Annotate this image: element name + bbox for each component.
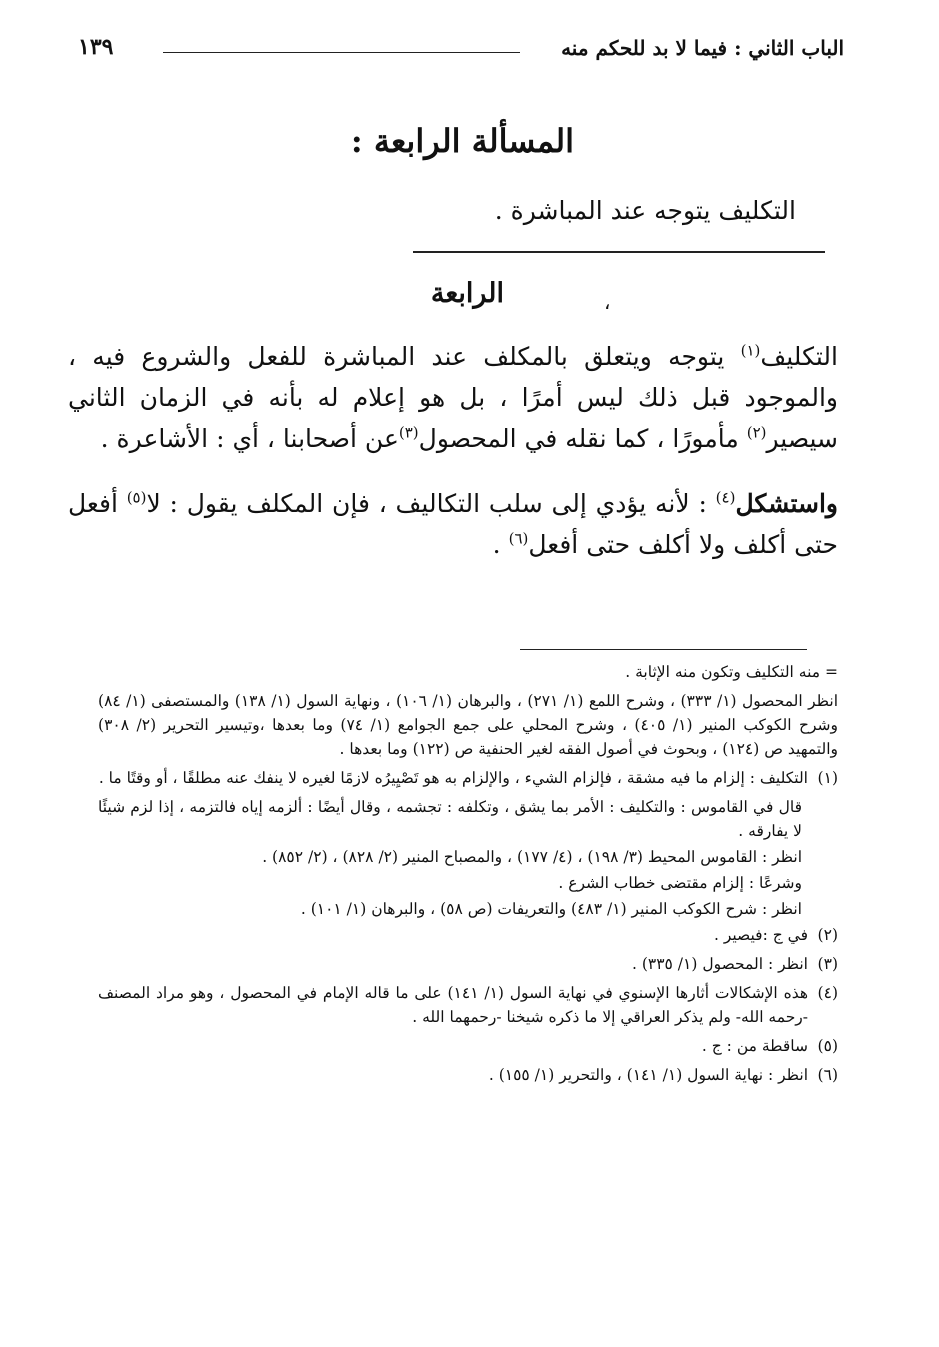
footnote-text: انظر : نهاية السول (١/ ١٤١) ، والتحرير (١/ ١٥٥) . bbox=[488, 1066, 808, 1084]
footnote-ref-3: (٣) bbox=[398, 423, 419, 442]
footnote-text: ساقطة من : ج . bbox=[701, 1037, 808, 1055]
footnote-2 bbox=[98, 923, 838, 947]
footnote-1 bbox=[98, 766, 838, 790]
footnote-number: (١) bbox=[817, 769, 838, 787]
footnote-ref-4: (٤) bbox=[715, 488, 736, 507]
section-mark: ، bbox=[604, 290, 611, 314]
footnote-number: (٤) bbox=[817, 984, 838, 1002]
footnote-5 bbox=[98, 1034, 838, 1058]
footnote-ref-6: (٦) bbox=[508, 529, 529, 548]
main-text bbox=[68, 336, 838, 565]
footnote-1-detail: وشرعًا : إلزام مقتضى خطاب الشرع . bbox=[558, 874, 802, 892]
footnotes bbox=[98, 660, 838, 1092]
footnote-separator bbox=[520, 649, 807, 650]
main-paragraph-1: التكليف$^{(١)}$ يتوجه ويتعلق بالمكلف عند المباشرة للفعل والشروع فيه ، والموجود قبل ذلك ليس أمرًا ، بل هو إعلام له بأنه في الزمان الثاني سيصير$^{(٢)}$ مأمورًا ، كما نقله في المحصول$^{(٣)}$عن أصحابنا ، أي : الأشاعرة . bbox=[68, 341, 838, 453]
issue-statement: التكليف يتوجه عند المباشرة . bbox=[494, 196, 796, 225]
footnote-6 bbox=[98, 1063, 838, 1087]
footnote-text: في ج :فيصير . bbox=[713, 926, 808, 944]
footnote-ref-2: (٢) bbox=[746, 423, 767, 442]
footnote-number: (٥) bbox=[817, 1037, 838, 1055]
footnote-continuation-refs: انظر المحصول (١/ ٣٣٣) ، وشرح اللمع (١/ ٢٧١) ، والبرهان (١/ ١٠٦) ، ونهاية السول (١/ ١٣٨) والمستصفى (١/ ٨٤) وشرح الكوكب المنير (١/ ٤٠٥) ، وشرح المحلي على جمع الجوامع (١/ ٧٤) وما بعدها ،وتيسير التحرير (٢/ ٣٠٨) والتمهيد ص (١٢٤) ، وبحوث في أصول الفقه لغير الحنفية ص (١٢٢) وما بعدها . bbox=[98, 692, 839, 758]
footnote-number: (٢) bbox=[817, 926, 838, 944]
footnote-continuation-line: = منه التكليف وتكون منه الإثابة . bbox=[625, 663, 838, 681]
footnote-number: (٦) bbox=[817, 1066, 838, 1084]
footnote-ref-1: (١) bbox=[740, 341, 761, 360]
footnote-1-detail: انظر : القاموس المحيط (٣/ ١٩٨) ، (٤/ ١٧٧) ، والمصباح المنير (٢/ ٨٢٨) ، (٢/ ٨٥٢) . bbox=[262, 848, 802, 866]
p1-term: التكليف bbox=[760, 342, 838, 371]
footnote-4 bbox=[98, 981, 838, 1029]
section-heading: الرابعة bbox=[430, 278, 504, 309]
footnote-ref-5: (٥) bbox=[126, 488, 147, 507]
footnote-number: (٣) bbox=[817, 955, 838, 973]
footnote-1-detail: انظر : شرح الكوكب المنير (١/ ٤٨٣) والتعريفات (ص ٥٨) ، والبرهان (١/ ١٠١) . bbox=[300, 900, 802, 918]
running-header-title: الباب الثاني : فيما لا بد للحكم منه bbox=[561, 36, 844, 60]
footnote-text: التكليف : إلزام ما فيه مشقة ، فإلزام الشيء ، والإلزام به هو تَصْيِيرُه لازمًا لغيره لا ينفك عنه مطلقًا ، أو وقتًا ما . bbox=[98, 769, 808, 787]
main-paragraph-2: واستشكل$^{(٤)}$ : لأنه يؤدي إلى سلب التكاليف ، فإن المكلف يقول : لا$^{(٥)}$ أفعل حتى أكلف ولا أكلف حتى أفعل$^{(٦)}$ . bbox=[68, 488, 838, 559]
footnote-text: هذه الإشكالات أثارها الإسنوي في نهاية السول (١/ ١٤١) على ما قاله الإمام في المحصول ، وهو مراد المصنف -رحمه الله- ولم يذكر العراقي إلا ما ذكره شيخنا -رحمهما الله . bbox=[98, 984, 809, 1026]
footnote-3 bbox=[98, 952, 838, 976]
footnote-1-detail: قال في القاموس : والتكليف : الأمر بما يشق ، وتكلفه : تجشمه ، وقال أيضًا : ألزمه إياه فالتزمه ، إذا لزم شيئًا لا يفارقه . bbox=[98, 798, 802, 840]
p2-lead-word: واستشكل bbox=[735, 489, 838, 518]
header-rule bbox=[163, 52, 520, 53]
page-number: ١٣٩ bbox=[78, 34, 114, 60]
issue-heading: المسألة الرابعة : bbox=[350, 122, 574, 160]
section-divider bbox=[413, 251, 825, 253]
footnote-text: انظر : المحصول (١/ ٣٣٥) . bbox=[631, 955, 808, 973]
